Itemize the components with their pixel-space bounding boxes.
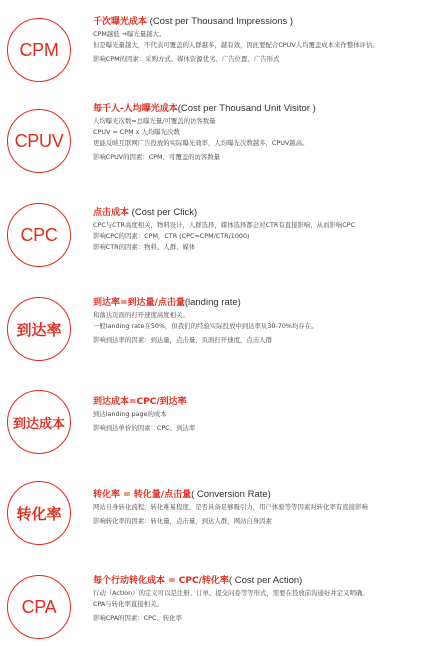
metric-desc-line: 一般landing rate在50%，但我们的经验实际投放中到达率从30-70%均存在。 <box>93 322 318 330</box>
metric-circle-conversion-rate: 转化率 <box>7 481 71 545</box>
metric-desc-line: CPA与转化率直接相关。 <box>93 600 163 608</box>
metric-text-cpa <box>93 574 425 624</box>
metric-text-cpm <box>93 15 425 65</box>
metric-desc-line: CPM越低 →曝光量越大。 <box>93 30 166 38</box>
metric-desc-line: 但是曝光量越大，不代表可覆盖的人群越多，越有效，因此要配合CPUV人均覆盖成本来作整体评估。 <box>93 41 379 49</box>
metric-title-en: ( Conversion Rate) <box>191 489 271 500</box>
metric-circle-cpm: CPM <box>7 18 71 82</box>
metric-desc-line: 行动（Action）的定义可以是注册、订单、提交问卷等等形式，需要在投放前沟通好并定义明确。 <box>93 589 369 597</box>
metric-factor: 影响CPM的因素：采购方式、媒体资源优劣、广告位置、广告形式 <box>93 55 280 63</box>
metric-title-cn: 点击成本 <box>93 208 130 218</box>
metric-desc-line: 人均曝光次数=总曝光量/可覆盖的访客数量 <box>93 117 216 125</box>
metric-title-cn: 转化率 = 转化量/点击量 <box>93 490 192 500</box>
metric-desc-line: 和落达页面的打开速度高度相关。 <box>93 311 189 319</box>
metric-title-cn: 每千人-人均曝光成本 <box>93 104 178 114</box>
metric-heading-cpuv <box>93 102 425 116</box>
metric-factor: 影响CPUV的因素：CPM、可覆盖的访客数量 <box>93 153 221 161</box>
metric-factor: 影响CPA的因素：CPC、转化率 <box>93 614 182 622</box>
metric-title-en: ( Cost per Action) <box>228 575 303 586</box>
metric-heading-cpc <box>93 206 425 220</box>
metric-title-en: (Cost per Thousand Impressions ) <box>147 16 294 27</box>
metric-title-en: (Cost per Click) <box>129 207 198 218</box>
metric-text-cpc <box>93 206 425 253</box>
metric-desc-line: CPUV = CPM x 人均曝光次数 <box>93 128 180 136</box>
metric-desc-line: 影响CTR的因素：物料、人群、媒体 <box>93 243 196 251</box>
metric-heading-conversion-rate <box>93 488 425 502</box>
metric-text-conversion-rate <box>93 488 425 527</box>
metric-title-cn: 千次曝光成本 <box>93 17 148 27</box>
metric-text-landing-rate <box>93 296 425 346</box>
metric-heading-cpa <box>93 574 425 588</box>
metric-circle-landing-rate: 到达率 <box>7 297 71 361</box>
metric-circle-cpa: CPA <box>7 575 71 639</box>
metric-factor: 影响转化率的因素：转化量，点击量，到达人群，网站自身因素 <box>93 517 272 525</box>
metric-title-cn: 每个行动转化成本 = CPC/转化率 <box>93 576 229 586</box>
metric-circle-landing-cost: 到达成本 <box>7 390 71 454</box>
metric-title-en: (Cost per Thousand Unit Visitor ) <box>177 103 316 114</box>
metric-title-cn: 到达率=到达量/点击量 <box>93 298 185 308</box>
metric-heading-cpm <box>93 15 425 29</box>
metric-desc-line: 网站自身转化流程、转化难易程度，是否具备足够吸引力，用户体验等等因素对转化率有直接影响 <box>93 503 368 511</box>
metric-title-en: (landing rate) <box>184 297 241 308</box>
metric-heading-landing-cost <box>93 395 425 409</box>
metric-desc-line: 影响CPC的因素：CPM，CTR (CPC=CPM/CTR/1000) <box>93 232 250 240</box>
metric-heading-landing-rate <box>93 296 425 310</box>
metric-title-cn: 到达成本=CPC/到达率 <box>93 397 187 407</box>
metric-circle-cpc: CPC <box>7 203 71 267</box>
metric-factor: 影响到达率的因素：到达量，点击量，页面打开速度，点击人群 <box>93 336 272 344</box>
metric-factor: 影响到达单价的因素：CPC、到达率 <box>93 424 196 432</box>
metric-text-cpuv <box>93 102 425 163</box>
metric-circle-cpuv: CPUV <box>7 109 71 173</box>
metric-text-landing-cost <box>93 395 425 434</box>
metric-desc-line: 更能反映互联网广告投放的实际曝光效率，人均曝光次数越多，CPUV越高。 <box>93 139 309 147</box>
metric-desc-line: CPC与CTR高度相关，物料设计，人群选择，媒体选择都会对CTR有直接影响，从而影响CPC <box>93 221 356 229</box>
metric-desc-line: 到达landing page的成本 <box>93 410 167 418</box>
